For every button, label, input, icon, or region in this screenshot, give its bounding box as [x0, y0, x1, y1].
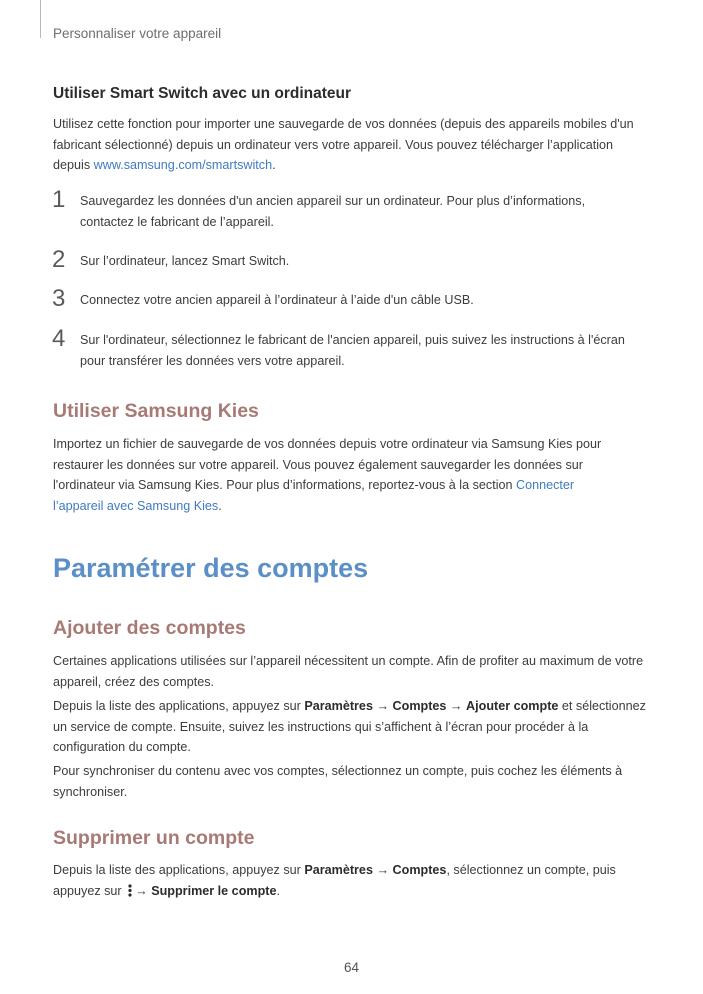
- chapter-title: Paramétrer des comptes: [53, 553, 369, 583]
- kies-paragraph: [53, 434, 628, 516]
- remove-end: .: [276, 883, 280, 898]
- p2-c: et sélectionnez un service de compte. Ensuite, suivez les instructions qui s’affichent à l’écran pour procéder à la configuration du compte.: [53, 699, 646, 754]
- step-number: 2: [52, 246, 66, 273]
- page-number: 64: [343, 960, 360, 975]
- arrow: →: [372, 863, 393, 877]
- more-options-icon: [127, 884, 133, 897]
- step-text: Sur l’ordinateur, lancez Smart Switch.: [80, 254, 290, 268]
- intro-end: .: [272, 158, 276, 172]
- kies-end: .: [218, 498, 222, 513]
- step-text: Connectez votre ancien appareil à l’ordinateur à l’aide d'un câble USB.: [80, 293, 474, 307]
- add-accounts-p1: Certaines applications utilisées sur l’appareil nécessitent un compte. Afin de profiter au maximum de votre appareil, créez des comptes.: [53, 654, 644, 689]
- step-text: Sauvegardez les données d'un ancien appareil sur un ordinateur. Pour plus d’informations, contactez le fabricant de l’appareil.: [80, 194, 586, 229]
- arrow: →: [135, 883, 152, 898]
- settings-label: Paramètres: [304, 863, 373, 877]
- running-header: Personnaliser votre appareil: [53, 26, 222, 41]
- add-accounts-p3: Pour synchroniser du contenu avec vos comptes, sélectionnez un compte, puis cochez les éléments à synchroniser.: [53, 764, 623, 799]
- settings-label: Paramètres: [304, 699, 373, 713]
- accounts-label: Comptes: [392, 699, 447, 713]
- step-number: 1: [52, 186, 66, 213]
- arrow: →: [372, 699, 393, 713]
- delete-account-label: Supprimer le compte: [151, 883, 277, 898]
- p2-a: Depuis la liste des applications, appuyez sur: [53, 699, 305, 713]
- add-account-label: Ajouter compte: [466, 699, 559, 713]
- kies-heading: Utiliser Samsung Kies: [53, 400, 259, 422]
- remove-a: Depuis la liste des applications, appuyez sur: [53, 863, 305, 877]
- connect-kies-link[interactable]: Connecter l’appareil avec Samsung Kies: [53, 478, 575, 513]
- remove-c: , sélectionnez un compte, puis appuyez sur: [53, 863, 616, 898]
- smart-switch-intro: [53, 114, 653, 176]
- add-accounts-heading: Ajouter des comptes: [53, 617, 246, 639]
- add-accounts-p2: [53, 696, 653, 758]
- smartswitch-link[interactable]: www.samsung.com/smartswitch: [93, 158, 273, 172]
- kies-text: Importez un fichier de sauvegarde de vos données depuis votre ordinateur via Samsung Kies pour restaurer les données sur votre appareil. Vous pouvez également sauvegarder les données sur l'ordinateur via Samsung Kies. Pour plus d’informations, reportez-vous à la section: [53, 437, 602, 492]
- smart-switch-intro-text: Utilisez cette fonction pour importer une sauvegarde de vos données (depuis des appareils mobiles d'un fabricant sélectionné) depuis un ordinateur vers votre appareil. Vous pouvez télécharger l’application depuis: [53, 117, 634, 172]
- step-number: 4: [52, 325, 66, 352]
- header-divider: [40, 0, 41, 38]
- remove-account-heading: Supprimer un compte: [53, 827, 255, 849]
- smart-switch-heading: Utiliser Smart Switch avec un ordinateur: [53, 85, 352, 102]
- accounts-label: Comptes: [392, 863, 447, 877]
- arrow: →: [446, 699, 467, 713]
- step-text: Sur l'ordinateur, sélectionnez le fabricant de l'ancien appareil, puis suivez les instructions à l'écran pour transférer les données vers votre appareil.: [80, 333, 625, 368]
- remove-account-paragraph: [53, 860, 653, 901]
- step-number: 3: [52, 285, 66, 312]
